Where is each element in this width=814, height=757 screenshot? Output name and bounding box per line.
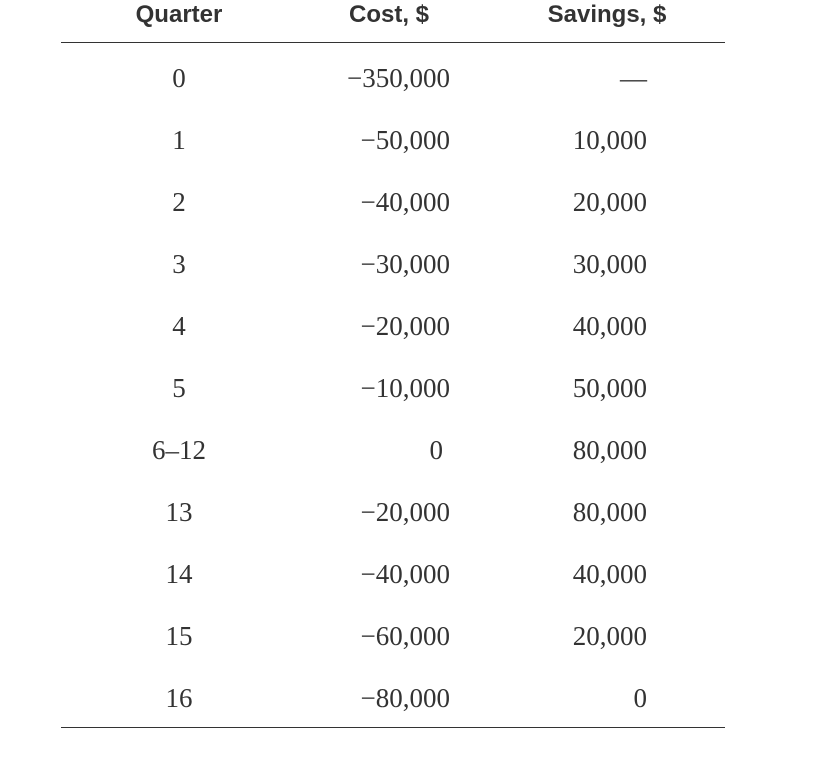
header-savings: Savings, $ [547, 1, 667, 28]
cost-cell: −20,000 [360, 497, 450, 527]
table-row [61, 233, 725, 295]
header-quarter: Quarter [135, 1, 223, 28]
table-row [61, 419, 725, 481]
header-cost: Cost, $ [348, 1, 429, 28]
savings-cell: 40,000 [572, 311, 647, 341]
table-row [61, 171, 725, 233]
table-row [61, 667, 725, 729]
savings-cell: 50,000 [572, 373, 647, 403]
cost-cell: −40,000 [360, 559, 450, 589]
quarter-cell: 14 [165, 559, 193, 589]
quarter-cell: 15 [165, 621, 193, 651]
quarter-cell: 5 [172, 373, 186, 403]
table-row [61, 295, 725, 357]
savings-cell: — [620, 63, 647, 93]
quarter-cell: 4 [172, 311, 186, 341]
table-header [61, 0, 725, 43]
quarter-cell: 16 [165, 683, 193, 713]
savings-cell: 10,000 [572, 125, 647, 155]
cost-cell: −10,000 [360, 373, 450, 403]
cost-cell: −30,000 [360, 249, 450, 279]
cost-cell: −60,000 [360, 621, 450, 651]
cost-cell: −20,000 [360, 311, 450, 341]
savings-cell: 80,000 [572, 497, 647, 527]
quarter-cell: 3 [172, 249, 186, 279]
cost-cell: −80,000 [360, 683, 450, 713]
table-row [61, 543, 725, 605]
savings-cell: 20,000 [572, 187, 647, 217]
table-row [61, 47, 725, 109]
cost-cell: −40,000 [360, 187, 450, 217]
savings-cell: 30,000 [572, 249, 647, 279]
savings-cell: 40,000 [572, 559, 647, 589]
savings-cell: 80,000 [572, 435, 647, 465]
cost-savings-table [61, 0, 725, 728]
table-row [61, 481, 725, 543]
table-row [61, 109, 725, 171]
cost-cell: −50,000 [360, 125, 450, 155]
table-body [61, 43, 725, 728]
cost-cell: 0 [429, 435, 443, 465]
quarter-cell: 1 [172, 125, 186, 155]
cost-cell: −350,000 [347, 63, 450, 93]
table-row [61, 605, 725, 667]
quarter-cell: 2 [172, 187, 186, 217]
quarter-cell: 6–12 [152, 435, 206, 465]
quarter-cell: 0 [172, 63, 186, 93]
quarter-cell: 13 [165, 497, 193, 527]
table-row [61, 357, 725, 419]
savings-cell: 0 [633, 683, 647, 713]
savings-cell: 20,000 [572, 621, 647, 651]
